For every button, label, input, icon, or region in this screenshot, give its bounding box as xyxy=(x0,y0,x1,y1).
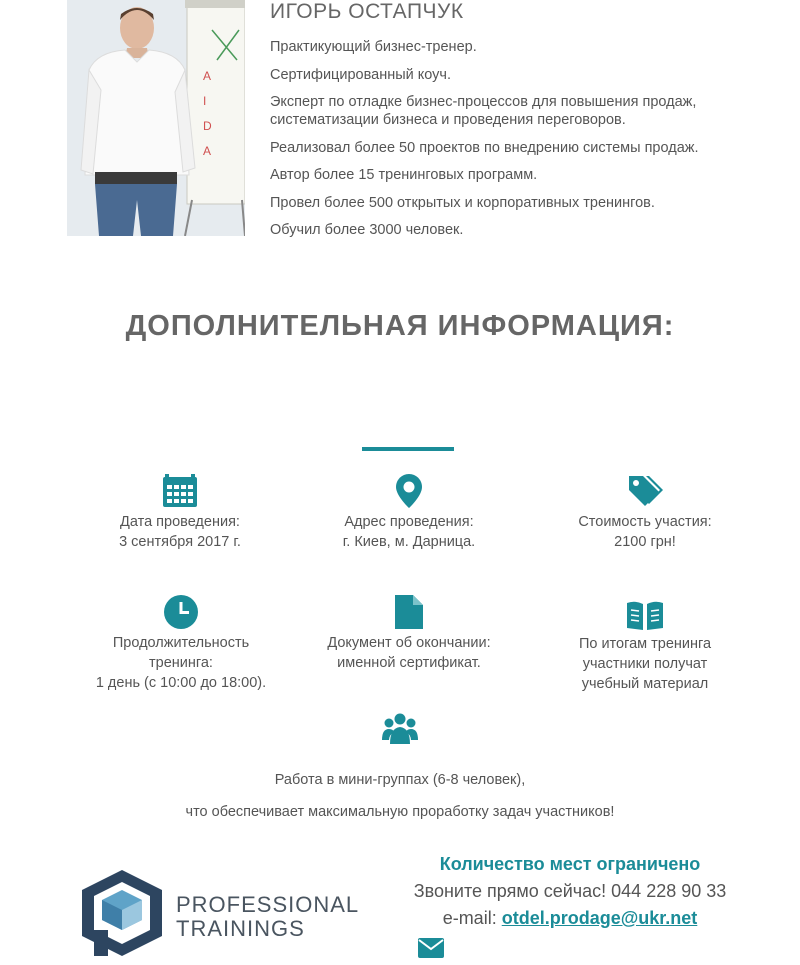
bio-item: Провел более 500 открытых и корпоративных тренингов. xyxy=(270,194,655,211)
svg-text:A: A xyxy=(203,69,212,83)
logo-text xyxy=(176,893,359,941)
limited-places-text: Количество мест ограничено xyxy=(439,854,701,874)
workgroups-block xyxy=(0,712,800,834)
trainer-photo xyxy=(67,0,245,236)
price-tag-icon xyxy=(627,474,663,508)
logo-line-trainings: TRAININGS xyxy=(176,916,305,941)
email-line xyxy=(380,907,760,929)
info-materials-line: участники получат xyxy=(582,656,708,672)
clock-icon xyxy=(164,595,198,629)
section-title: ДОПОЛНИТЕЛЬНАЯ ИНФОРМАЦИЯ: xyxy=(125,310,675,342)
info-certificate-line: Документ об окончании: xyxy=(327,635,491,651)
svg-text:I: I xyxy=(203,94,207,108)
workgroups-line: Работа в мини-группах (6-8 человек), xyxy=(274,772,526,788)
info-certificate-line: именной сертификат. xyxy=(337,655,481,671)
info-duration xyxy=(76,595,286,693)
professional-trainings-logo xyxy=(80,870,170,962)
info-address-value: г. Киев, м. Дарница. xyxy=(342,534,476,550)
info-duration-line: Продолжительность xyxy=(112,635,250,651)
bio-item: Практикующий бизнес-тренер. xyxy=(270,39,477,55)
info-date xyxy=(80,474,280,552)
document-icon xyxy=(395,595,423,629)
divider xyxy=(362,447,454,451)
svg-text:A: A xyxy=(203,144,212,158)
phone-text: Звоните прямо сейчас! 044 228 90 33 xyxy=(413,881,727,901)
info-date-value: 3 сентября 2017 г. xyxy=(119,534,241,550)
info-duration-line: 1 день (с 10:00 до 18:00). xyxy=(95,675,267,691)
trainer-bio-list xyxy=(270,38,770,249)
info-address-label: Адрес проведения: xyxy=(344,514,474,530)
envelope-icon[interactable] xyxy=(418,938,444,958)
info-date-label: Дата проведения: xyxy=(120,514,240,530)
info-materials-line: учебный материал xyxy=(581,676,709,692)
group-icon xyxy=(382,712,418,744)
email-label: e-mail: xyxy=(442,908,497,928)
svg-text:D: D xyxy=(203,119,212,133)
info-materials xyxy=(545,600,745,694)
info-materials-line: По итогам тренинга xyxy=(578,636,712,652)
info-price-label: Стоимость участия: xyxy=(578,514,712,530)
info-duration-line: тренинга: xyxy=(149,655,213,671)
workgroups-line: что обеспечивает максимальную проработку задач участников! xyxy=(185,804,615,820)
info-address xyxy=(309,474,509,552)
location-pin-icon xyxy=(396,474,422,508)
bio-item: Обучил более 3000 человек. xyxy=(270,222,464,238)
calendar-icon xyxy=(162,474,198,508)
email-link[interactable]: otdel.prodage@ukr.net xyxy=(501,908,698,928)
info-price-value: 2100 грн! xyxy=(614,534,676,550)
info-certificate xyxy=(309,595,509,673)
bio-item: Сертифицированный коуч. xyxy=(270,66,451,83)
book-icon xyxy=(627,600,663,630)
contact-block xyxy=(380,853,760,929)
bio-item: Автор более 15 тренинговых программ. xyxy=(270,167,538,183)
bio-item: Эксперт по отладке бизнес-процессов для повышения продаж, систематизации бизнеса и проведения переговоров. xyxy=(270,94,697,128)
trainer-name: ИГОРЬ ОСТАПЧУК xyxy=(270,0,464,23)
bio-item: Реализовал более 50 проектов по внедрению системы продаж. xyxy=(270,139,699,156)
logo-line-professional: PROFESSIONAL xyxy=(176,892,360,917)
info-price xyxy=(545,474,745,552)
